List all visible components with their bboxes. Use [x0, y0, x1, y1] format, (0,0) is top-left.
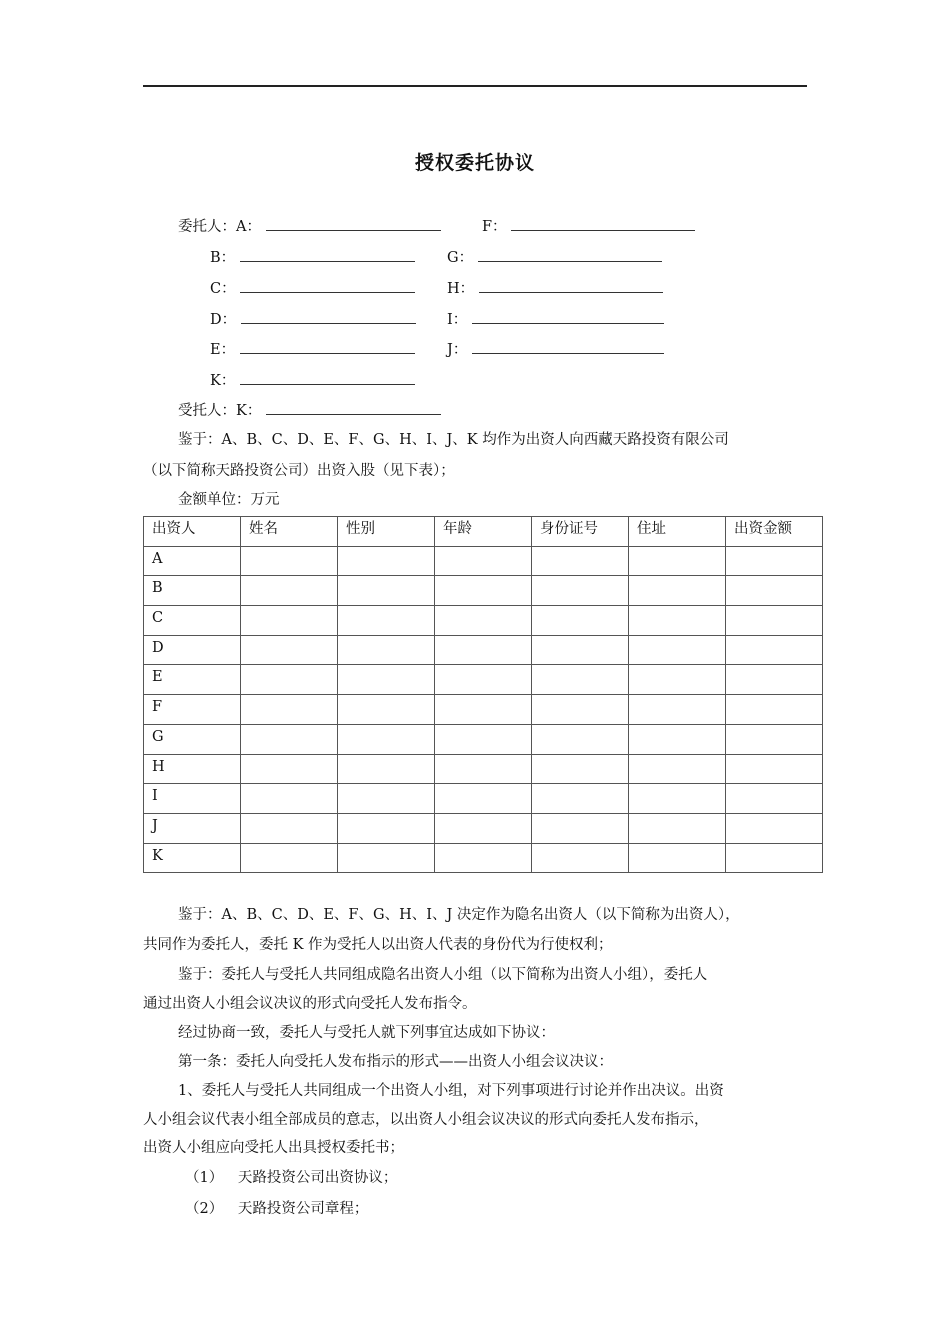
- principal-row-f: [482, 216, 695, 237]
- principal-d-field[interactable]: [241, 309, 416, 324]
- principal-k-label: K：: [210, 373, 236, 389]
- table-cell[interactable]: [338, 635, 435, 665]
- table-row: [144, 606, 823, 636]
- para1-line1: 鉴于：A、B、C、D、E、F、G、H、I、J、K 均作为出资人向西藏天路投资有限公司: [178, 432, 729, 448]
- investor-id-cell: B: [144, 576, 241, 606]
- table-cell[interactable]: [532, 576, 629, 606]
- investor-id-cell: C: [144, 606, 241, 636]
- table-cell[interactable]: [338, 695, 435, 725]
- table-cell[interactable]: [726, 665, 823, 695]
- investor-id-cell: I: [144, 784, 241, 814]
- principal-a-label: A：: [236, 219, 261, 235]
- table-cell[interactable]: [532, 606, 629, 636]
- principal-d-label: D：: [210, 312, 237, 328]
- table-cell[interactable]: [241, 606, 338, 636]
- table-cell[interactable]: [338, 546, 435, 576]
- item1-line3: 出资人小组应向受托人出具授权委托书；: [143, 1140, 404, 1156]
- principal-f-field[interactable]: [511, 216, 695, 231]
- principal-row-g: [447, 247, 662, 268]
- principal-b-label: B：: [210, 250, 236, 266]
- table-cell[interactable]: [435, 754, 532, 784]
- table-cell[interactable]: [241, 843, 338, 873]
- principal-row-i: [447, 309, 664, 330]
- table-cell[interactable]: [435, 813, 532, 843]
- table-cell[interactable]: [726, 606, 823, 636]
- table-header-cell: 出资金额: [726, 517, 823, 547]
- table-cell[interactable]: [532, 635, 629, 665]
- para3-line1: 鉴于：委托人与受托人共同组成隐名出资人小组（以下简称为出资人小组），委托人: [178, 967, 708, 983]
- table-cell[interactable]: [338, 576, 435, 606]
- investor-id-cell: F: [144, 695, 241, 725]
- table-header-cell: 性别: [338, 517, 435, 547]
- principal-f-label: F：: [482, 219, 507, 235]
- table-header-cell: 姓名: [241, 517, 338, 547]
- principal-row-h: [447, 278, 663, 299]
- principal-i-label: I：: [447, 312, 468, 328]
- table-row: [144, 695, 823, 725]
- header-rule: [143, 85, 807, 87]
- table-cell[interactable]: [241, 754, 338, 784]
- principal-row-e: [210, 339, 415, 360]
- principal-e-label: E：: [210, 342, 236, 358]
- principal-h-label: H：: [447, 281, 475, 297]
- table-cell[interactable]: [435, 843, 532, 873]
- table-header-row: [144, 517, 823, 547]
- investor-id-cell: D: [144, 635, 241, 665]
- table-cell[interactable]: [338, 724, 435, 754]
- table-cell[interactable]: [241, 724, 338, 754]
- investor-id-cell: A: [144, 546, 241, 576]
- table-row: [144, 843, 823, 873]
- table-cell[interactable]: [629, 665, 726, 695]
- table-cell[interactable]: [338, 784, 435, 814]
- table-cell[interactable]: [435, 546, 532, 576]
- table-row: [144, 724, 823, 754]
- table-cell[interactable]: [629, 754, 726, 784]
- principal-row-k: [210, 370, 415, 391]
- subitem-1: [185, 1168, 397, 1188]
- subitem-1-text: 天路投资公司出资协议；: [237, 1170, 398, 1186]
- investor-id-cell: E: [144, 665, 241, 695]
- principal-j-label: J：: [447, 342, 468, 358]
- principal-row-a: [178, 216, 441, 237]
- principal-row-d: [210, 309, 416, 330]
- table-cell[interactable]: [726, 635, 823, 665]
- table-cell[interactable]: [435, 695, 532, 725]
- principal-c-field[interactable]: [240, 278, 415, 293]
- table-cell[interactable]: [435, 635, 532, 665]
- subitem-2: [185, 1199, 368, 1219]
- table-cell[interactable]: [726, 546, 823, 576]
- unit-note: 金额单位：万元: [178, 492, 280, 508]
- table-cell[interactable]: [435, 724, 532, 754]
- table-cell[interactable]: [629, 606, 726, 636]
- principal-b-field[interactable]: [240, 247, 415, 262]
- table-row: [144, 546, 823, 576]
- table-cell[interactable]: [241, 784, 338, 814]
- table-cell[interactable]: [726, 754, 823, 784]
- table-cell[interactable]: [435, 665, 532, 695]
- principal-row-c: [210, 278, 415, 299]
- subitem-2-text: 天路投资公司章程；: [237, 1201, 369, 1217]
- table-cell[interactable]: [726, 724, 823, 754]
- table-cell[interactable]: [338, 754, 435, 784]
- investor-id-cell: H: [144, 754, 241, 784]
- table-row: [144, 665, 823, 695]
- table-cell[interactable]: [241, 546, 338, 576]
- table-cell[interactable]: [532, 754, 629, 784]
- table-header-cell: 身份证号: [532, 517, 629, 547]
- table-row: [144, 635, 823, 665]
- table-row: [144, 813, 823, 843]
- principal-row-j: [447, 339, 664, 360]
- table-cell[interactable]: [726, 576, 823, 606]
- table-cell[interactable]: [726, 843, 823, 873]
- para1-line2: （以下简称天路投资公司）出资入股（见下表）；: [143, 463, 455, 479]
- table-cell[interactable]: [435, 576, 532, 606]
- investor-id-cell: K: [144, 843, 241, 873]
- table-cell[interactable]: [532, 724, 629, 754]
- investor-table: [143, 516, 823, 873]
- subitem-2-num: （2）: [185, 1201, 224, 1217]
- article1-title: 第一条：委托人向受托人发布指示的形式——出资人小组会议决议：: [178, 1054, 613, 1070]
- table-cell[interactable]: [629, 724, 726, 754]
- table-cell[interactable]: [338, 665, 435, 695]
- table-cell[interactable]: [532, 843, 629, 873]
- principal-row-b: [210, 247, 415, 268]
- table-cell[interactable]: [726, 695, 823, 725]
- principal-c-label: C：: [210, 281, 236, 297]
- table-cell[interactable]: [241, 576, 338, 606]
- table-cell[interactable]: [338, 606, 435, 636]
- principal-a-field[interactable]: [266, 216, 441, 231]
- para3-line2: 通过出资人小组会议决议的形式向受托人发布指令。: [143, 996, 477, 1012]
- table-cell[interactable]: [338, 843, 435, 873]
- table-cell[interactable]: [629, 695, 726, 725]
- principal-k-field[interactable]: [240, 370, 415, 385]
- table-cell[interactable]: [629, 813, 726, 843]
- table-cell[interactable]: [241, 665, 338, 695]
- table-cell[interactable]: [241, 695, 338, 725]
- agent-label: 受托人：K：: [178, 403, 262, 419]
- para4: 经过协商一致，委托人与受托人就下列事宜达成如下协议：: [178, 1025, 555, 1041]
- principal-g-field[interactable]: [478, 247, 662, 262]
- document-title: 授权委托协议: [414, 152, 535, 174]
- table-header-cell: 住址: [629, 517, 726, 547]
- table-header-cell: 年龄: [435, 517, 532, 547]
- table-header-cell: 出资人: [144, 517, 241, 547]
- table-row: [144, 784, 823, 814]
- item1-line1: 1、委托人与受托人共同组成一个出资人小组，对下列事项进行讨论并作出决议。出资: [178, 1083, 724, 1099]
- table-cell[interactable]: [532, 546, 629, 576]
- principal-e-field[interactable]: [240, 339, 415, 354]
- agent-k-field[interactable]: [266, 400, 441, 415]
- table-cell[interactable]: [435, 606, 532, 636]
- agent-row: [178, 400, 441, 421]
- principals-label: 委托人：: [178, 219, 236, 235]
- table-cell[interactable]: [629, 635, 726, 665]
- table-cell[interactable]: [532, 784, 629, 814]
- principal-i-field[interactable]: [472, 309, 664, 324]
- investor-id-cell: G: [144, 724, 241, 754]
- principal-g-label: G：: [447, 250, 474, 266]
- investor-id-cell: J: [144, 813, 241, 843]
- table-cell[interactable]: [435, 784, 532, 814]
- table-row: [144, 576, 823, 606]
- table-cell[interactable]: [629, 546, 726, 576]
- item1-line2: 人小组会议代表小组全部成员的意志，以出资人小组会议决议的形式向委托人发布指示，: [143, 1112, 709, 1128]
- table-row: [144, 754, 823, 784]
- subitem-1-num: （1）: [185, 1170, 224, 1186]
- table-cell[interactable]: [532, 665, 629, 695]
- table-cell[interactable]: [532, 695, 629, 725]
- table-cell[interactable]: [241, 635, 338, 665]
- table-cell[interactable]: [726, 813, 823, 843]
- table-cell[interactable]: [629, 576, 726, 606]
- table-cell[interactable]: [241, 813, 338, 843]
- principal-h-field[interactable]: [479, 278, 663, 293]
- para2-line1: 鉴于：A、B、C、D、E、F、G、H、I、J 决定作为隐名出资人（以下简称为出资人），: [178, 907, 740, 923]
- table-cell[interactable]: [629, 784, 726, 814]
- table-cell[interactable]: [532, 813, 629, 843]
- table-cell[interactable]: [629, 843, 726, 873]
- table-cell[interactable]: [338, 813, 435, 843]
- para2-line2: 共同作为委托人，委托 K 作为受托人以出资人代表的身份代为行使权利；: [143, 937, 613, 953]
- principal-j-field[interactable]: [472, 339, 664, 354]
- table-cell[interactable]: [726, 784, 823, 814]
